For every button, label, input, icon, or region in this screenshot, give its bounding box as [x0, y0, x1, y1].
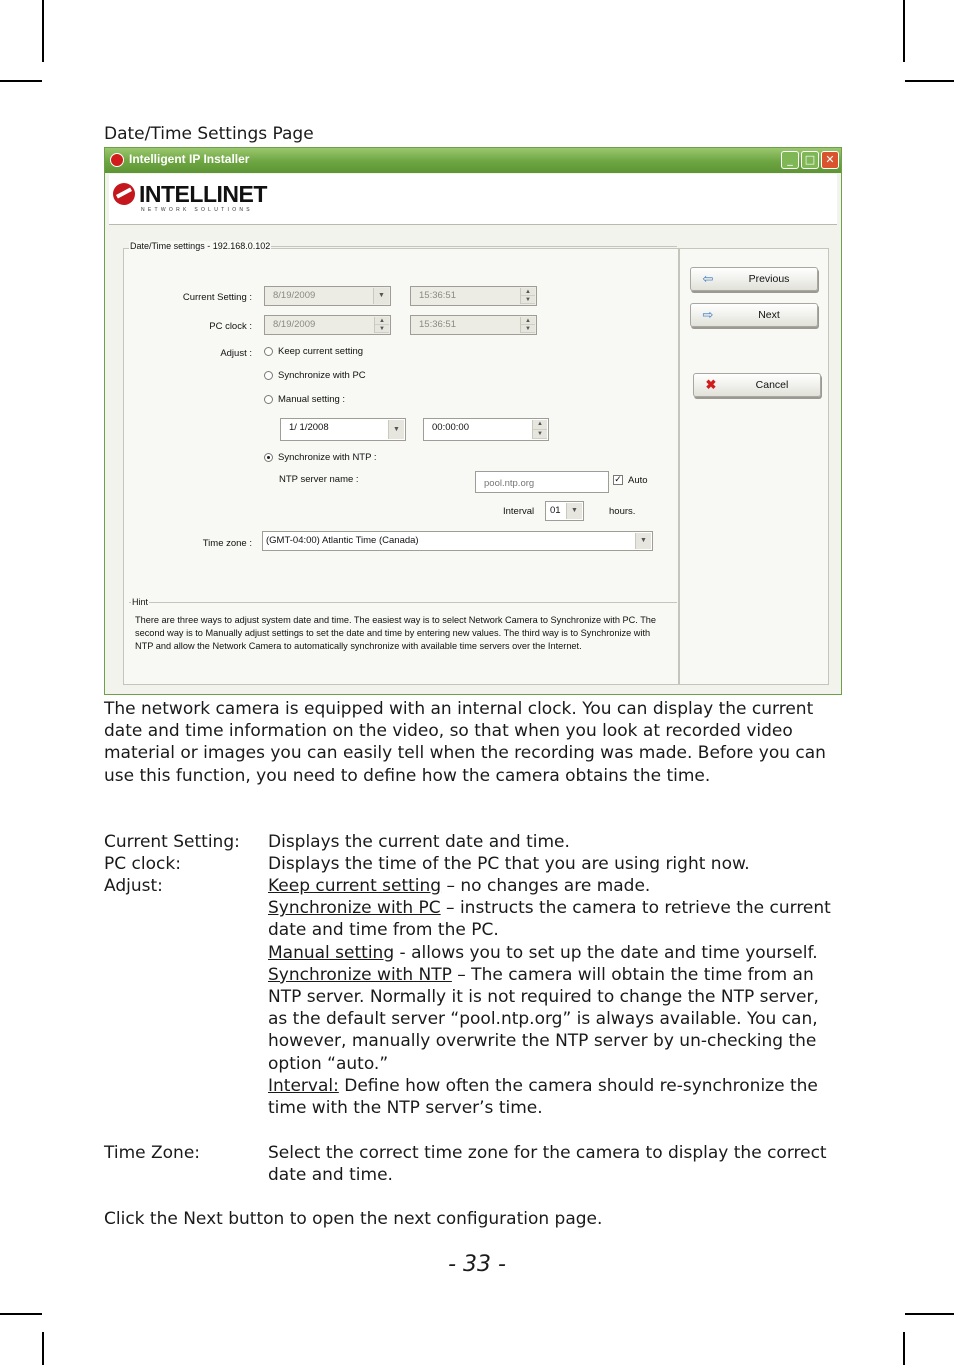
logo-tagline: NETWORK SOLUTIONS — [141, 207, 253, 213]
chevron-down-icon[interactable]: ▼ — [566, 503, 582, 519]
hint-label: Hint — [132, 597, 149, 607]
pc-clock-time-value: 15:36:51 — [419, 319, 456, 330]
interval-desc: Define how often the camera should re-synchronize the time with the NTP server’s time. — [268, 1075, 818, 1119]
crop-mark — [905, 80, 954, 82]
close-button[interactable]: ✕ — [821, 151, 839, 169]
spinner-icon: ▲ ▼ — [520, 317, 535, 333]
spinner-icon: ▲ ▼ — [520, 288, 535, 304]
chevron-down-icon[interactable]: ▼ — [388, 420, 404, 439]
radio-manual[interactable] — [264, 395, 273, 404]
adjust-sync-pc-item — [268, 897, 840, 941]
intro-paragraph: The network camera is equipped with an internal clock. You can display the current date and time information on the video, so that when you look at recorded video material or images you can easily tell when the recording was made. Before you can use this function, you need to define how the camera obtains the time. — [104, 699, 826, 786]
hours-label: hours. — [609, 506, 636, 517]
maximize-button[interactable]: □ — [801, 151, 819, 169]
crop-mark — [903, 0, 905, 62]
app-icon — [110, 153, 124, 167]
previous-button[interactable] — [690, 267, 818, 291]
adjust-manual-item — [268, 942, 840, 964]
current-date-value: 8/19/2009 — [273, 290, 316, 301]
intellinet-logo-icon — [113, 183, 135, 205]
term-pc-clock: PC clock: — [104, 854, 181, 874]
arrow-left-icon: ⇦ — [702, 271, 714, 286]
crop-mark — [0, 1313, 42, 1315]
manual-setting-term: Manual setting — [268, 942, 395, 963]
closing-paragraph: Click the Next button to open the next configuration page. — [104, 1209, 603, 1229]
adjust-interval-item — [268, 1075, 840, 1119]
time-zone-value: (GMT-04:00) Atlantic Time (Canada) — [266, 535, 419, 546]
sync-ntp-desc: – The camera will obtain the time from an NTP server. Normally it is not required to change the NTP server, as the default server “pool.ntp.org” is always available. You can, however, manually overwrite the NTP server by un-checking the option “auto.” — [268, 964, 819, 1074]
def-pc-clock: Displays the time of the PC that you are using right now. — [268, 854, 750, 874]
hint-text: There are three ways to adjust system date and time. The easiest way is to select Network Camera to Synchronize with PC. The second way is to Manually adjust settings to set the date and time by entering new values. The third way is to Synchronize with NTP and allow the Network Camera to automatically synchronize with available time servers over the Internet. — [135, 615, 657, 651]
current-time-field — [410, 286, 537, 306]
logo-band — [109, 174, 837, 225]
arrow-right-icon: ⇨ — [702, 307, 714, 322]
ntp-server-input[interactable] — [475, 471, 609, 493]
pc-clock-date-value: 8/19/2009 — [273, 319, 316, 330]
radio-sync-pc[interactable] — [264, 371, 273, 380]
interval-term: Interval: — [268, 1075, 339, 1096]
chevron-down-icon[interactable]: ▼ — [635, 533, 651, 549]
term-adjust: Adjust: — [104, 876, 163, 896]
page-heading: Date/Time Settings Page — [104, 124, 314, 144]
logo-name: INTELLINET — [139, 181, 267, 207]
adjust-keep-item — [268, 875, 840, 897]
crop-mark — [903, 1332, 905, 1365]
current-time-value: 15:36:51 — [419, 290, 456, 301]
adjust-label: Adjust : — [220, 348, 252, 359]
term-time-zone: Time Zone: — [104, 1143, 201, 1163]
crop-mark — [905, 1313, 954, 1315]
manual-date-value: 1/ 1/2008 — [289, 422, 329, 433]
def-adjust — [268, 875, 840, 1119]
settings-group-label: Date/Time settings - 192.168.0.102 — [130, 241, 271, 251]
def-time-zone: Select the correct time zone for the camera to display the correct date and time. — [268, 1143, 827, 1186]
sync-ntp-term: Synchronize with NTP — [268, 964, 452, 985]
radio-keep-current-label: Keep current setting — [278, 346, 364, 357]
sync-pc-desc: – instructs the camera to retrieve the current date and time from the PC. — [268, 898, 831, 941]
cancel-button[interactable] — [693, 373, 821, 397]
time-zone-label: Time zone : — [202, 538, 252, 549]
minimize-button[interactable]: _ — [781, 151, 799, 169]
ntp-server-label: NTP server name : — [279, 474, 359, 485]
page-number: - 33 - — [448, 1252, 506, 1277]
time-zone-select[interactable] — [262, 531, 653, 551]
next-button[interactable] — [690, 303, 818, 327]
hint-border — [129, 602, 677, 603]
manual-date-picker[interactable] — [280, 418, 406, 441]
crop-mark — [42, 0, 44, 62]
installer-window — [104, 147, 842, 695]
manual-setting-desc: - allows you to set up the date and time yourself. — [394, 942, 818, 963]
pc-clock-date-field — [264, 315, 391, 335]
interval-select[interactable] — [545, 501, 584, 521]
sync-pc-term: Synchronize with PC — [268, 898, 441, 919]
radio-manual-label: Manual setting : — [278, 394, 346, 405]
def-current-setting: Displays the current date and time. — [268, 832, 570, 852]
radio-sync-ntp[interactable] — [264, 453, 273, 462]
radio-sync-ntp-label: Synchronize with NTP : — [278, 452, 377, 463]
close-icon: ✖ — [705, 377, 717, 392]
chevron-down-icon: ▼ — [373, 288, 389, 304]
next-button-label: Next — [758, 309, 780, 321]
spinner-icon[interactable]: ▲ ▼ — [532, 420, 547, 439]
radio-keep-current[interactable] — [264, 347, 273, 356]
previous-button-label: Previous — [748, 273, 790, 285]
window-title: Intelligent IP Installer — [129, 152, 250, 166]
current-date-field — [264, 286, 391, 306]
pc-clock-time-field — [410, 315, 537, 335]
auto-checkbox[interactable]: ✓ — [614, 475, 622, 485]
interval-value: 01 — [550, 505, 561, 516]
current-setting-label: Current Setting : — [182, 292, 252, 303]
cancel-button-label: Cancel — [755, 379, 789, 391]
adjust-ntp-item — [268, 964, 840, 1075]
crop-mark — [0, 80, 42, 82]
manual-time-value: 00:00:00 — [432, 422, 469, 433]
radio-sync-pc-label: Synchronize with PC — [278, 370, 366, 381]
interval-label: Interval — [503, 506, 535, 517]
manual-time-field[interactable] — [423, 418, 549, 441]
crop-mark — [42, 1332, 44, 1365]
term-current-setting: Current Setting: — [104, 832, 240, 852]
pc-clock-label: PC clock : — [209, 321, 252, 332]
spinner-icon: ▲ ▼ — [374, 317, 389, 333]
auto-label: Auto — [628, 475, 648, 486]
title-bar[interactable] — [105, 148, 841, 173]
keep-current-setting-desc: – no changes are made. — [441, 876, 651, 896]
keep-current-setting-term: Keep current setting — [268, 876, 442, 896]
